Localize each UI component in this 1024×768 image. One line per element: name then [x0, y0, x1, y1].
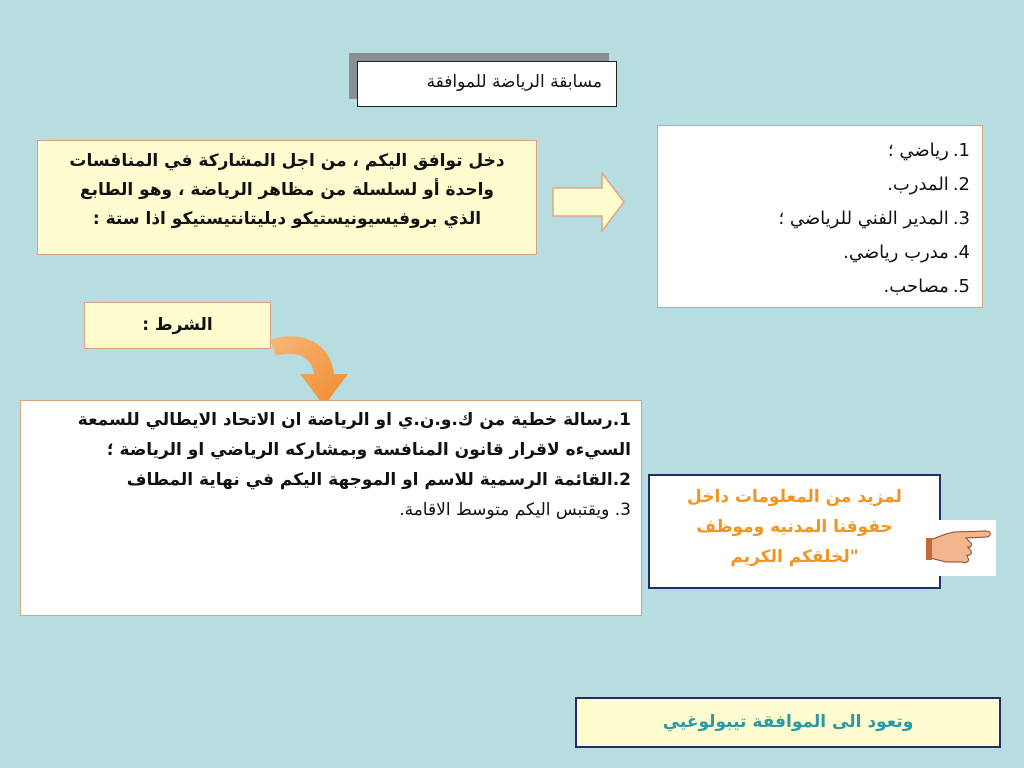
list-item-text: المدير الفني للرياضي ؛ — [778, 208, 949, 229]
intro-box — [37, 140, 537, 255]
info-line: "لخلقكم الكريم — [730, 547, 859, 567]
list-item-number: 4. — [952, 242, 970, 263]
rule-item — [31, 465, 631, 495]
list-item — [658, 270, 970, 304]
rule-text: رسالة خطية من ك.و.ن.ي او الرياضة ان الاتحاد الايطالي للسمعة السيءه لاقرار قانون المنافسة وبمشاركه الرياضي او الرياضة ؛ — [77, 410, 631, 460]
list-item-number: 1. — [952, 140, 970, 161]
rule-text: القائمة الرسمية للاسم او الموجهة اليكم في نهاية المطاف — [126, 470, 613, 490]
list-item-number: 3. — [952, 208, 970, 229]
list-item — [658, 168, 970, 202]
list-item-number: 5. — [952, 276, 970, 297]
list-item-text: رياضي ؛ — [887, 140, 949, 161]
roles-list — [657, 125, 983, 308]
intro-line: دخل توافق اليكم ، من اجل المشاركة في المنافسات — [69, 151, 505, 171]
list-item-text: المدرب. — [887, 174, 949, 195]
more-info-link[interactable] — [648, 474, 941, 589]
page-title — [357, 61, 617, 107]
info-line: حقوقنا المدنيه وموظف — [696, 517, 893, 537]
rule-text: ويقتبس اليكم متوسط الاقامة. — [399, 500, 615, 520]
list-item — [658, 236, 970, 270]
intro-line: واحدة أو لسلسلة من مظاهر الرياضة ، وهو الطابع — [80, 180, 494, 200]
rule-item — [31, 495, 631, 525]
intro-line: الذي بروفيسيونيستيكو ديليتانتيستيكو اذا ستة : — [92, 209, 482, 229]
list-item-text: مصاحب. — [883, 276, 949, 297]
rule-number: 1. — [612, 410, 631, 430]
rules-box — [20, 400, 642, 616]
rule-number: 3. — [614, 500, 631, 520]
list-item-text: مدرب رياضي. — [843, 242, 949, 263]
pointing-hand-icon[interactable] — [924, 520, 996, 576]
rule-item — [31, 405, 631, 465]
list-item-number: 2. — [952, 174, 970, 195]
return-link[interactable] — [575, 697, 1001, 748]
arrow-right-icon — [552, 172, 626, 232]
condition-label-box — [84, 302, 271, 349]
condition-label: الشرط : — [142, 315, 213, 335]
curved-arrow-icon — [268, 330, 354, 408]
info-line: لمزيد من المعلومات داخل — [687, 487, 902, 507]
list-item — [658, 134, 970, 168]
list-item — [658, 202, 970, 236]
rule-number: 2. — [612, 470, 631, 490]
page-title-text: مسابقة الرياضة للموافقة — [426, 72, 602, 92]
return-link-text: وتعود الى الموافقة تيبولوغيي — [662, 712, 914, 732]
